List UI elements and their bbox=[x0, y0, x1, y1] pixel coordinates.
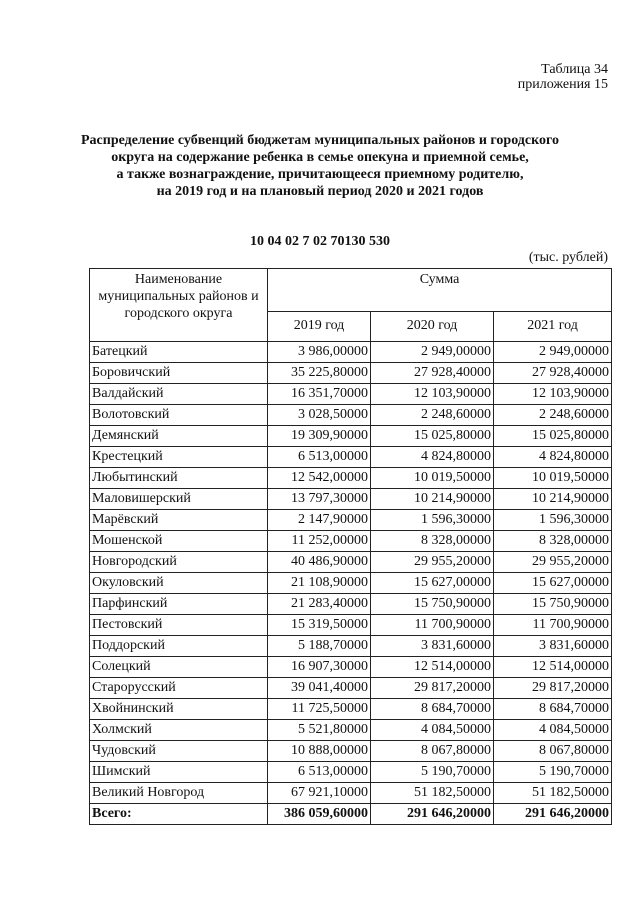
amount-2021: 12 103,90000 bbox=[494, 384, 612, 405]
appendix-label: приложения 15 bbox=[517, 77, 608, 92]
amount-2021: 8 684,70000 bbox=[494, 699, 612, 720]
district-name: Крестецкий bbox=[90, 447, 268, 468]
table-reference bbox=[518, 62, 608, 92]
amount-2020: 4 084,50000 bbox=[371, 720, 494, 741]
amount-2020: 15 750,90000 bbox=[371, 594, 494, 615]
district-name: Мошенской bbox=[90, 531, 268, 552]
amount-2020: 1 596,30000 bbox=[371, 510, 494, 531]
district-name: Марёвский bbox=[90, 510, 268, 531]
district-name: Боровичский bbox=[90, 363, 268, 384]
total-2021: 291 646,20000 bbox=[494, 804, 612, 825]
amount-2019: 40 486,90000 bbox=[268, 552, 371, 573]
amount-2021: 11 700,90000 bbox=[494, 615, 612, 636]
amount-2019: 39 041,40000 bbox=[268, 678, 371, 699]
table-row bbox=[90, 678, 612, 699]
amount-2020: 12 103,90000 bbox=[371, 384, 494, 405]
amount-2020: 8 328,00000 bbox=[371, 531, 494, 552]
subsidy-table bbox=[89, 268, 612, 825]
district-name: Демянский bbox=[90, 426, 268, 447]
amount-2020: 8 684,70000 bbox=[371, 699, 494, 720]
amount-2021: 27 928,40000 bbox=[494, 363, 612, 384]
amount-2019: 16 351,70000 bbox=[268, 384, 371, 405]
table-row bbox=[90, 699, 612, 720]
amount-2019: 3 986,00000 bbox=[268, 342, 371, 363]
amount-2021: 15 025,80000 bbox=[494, 426, 612, 447]
amount-2020: 12 514,00000 bbox=[371, 657, 494, 678]
district-name: Валдайский bbox=[90, 384, 268, 405]
district-name: Великий Новгород bbox=[90, 783, 268, 804]
table-row bbox=[90, 363, 612, 384]
amount-2020: 4 824,80000 bbox=[371, 447, 494, 468]
amount-2020: 3 831,60000 bbox=[371, 636, 494, 657]
amount-2019: 11 252,00000 bbox=[268, 531, 371, 552]
district-name: Маловишерский bbox=[90, 489, 268, 510]
district-name: Окуловский bbox=[90, 573, 268, 594]
amount-2021: 4 084,50000 bbox=[494, 720, 612, 741]
title-line-4: на 2019 год и на плановый период 2020 и 2021 годов bbox=[156, 184, 484, 199]
table-row bbox=[90, 447, 612, 468]
table-header-row bbox=[90, 269, 612, 312]
amount-2021: 4 824,80000 bbox=[494, 447, 612, 468]
amount-2021: 2 248,60000 bbox=[494, 405, 612, 426]
amount-2021: 29 817,20000 bbox=[494, 678, 612, 699]
table-row bbox=[90, 510, 612, 531]
amount-2019: 12 542,00000 bbox=[268, 468, 371, 489]
district-name: Волотовский bbox=[90, 405, 268, 426]
district-name: Чудовский bbox=[90, 741, 268, 762]
total-2020: 291 646,20000 bbox=[371, 804, 494, 825]
total-2019: 386 059,60000 bbox=[268, 804, 371, 825]
district-name: Любытинский bbox=[90, 468, 268, 489]
units-label: (тыс. рублей) bbox=[528, 250, 608, 265]
amount-2020: 10 019,50000 bbox=[371, 468, 494, 489]
amount-2021: 5 190,70000 bbox=[494, 762, 612, 783]
amount-2021: 10 019,50000 bbox=[494, 468, 612, 489]
amount-2020: 2 949,00000 bbox=[371, 342, 494, 363]
table-row bbox=[90, 783, 612, 804]
table-row bbox=[90, 405, 612, 426]
amount-2019: 21 108,90000 bbox=[268, 573, 371, 594]
table-row bbox=[90, 342, 612, 363]
table-label: Таблица 34 bbox=[541, 62, 608, 77]
amount-2019: 16 907,30000 bbox=[268, 657, 371, 678]
amount-2021: 2 949,00000 bbox=[494, 342, 612, 363]
district-name: Поддорский bbox=[90, 636, 268, 657]
amount-2019: 2 147,90000 bbox=[268, 510, 371, 531]
amount-2021: 1 596,30000 bbox=[494, 510, 612, 531]
amount-2020: 15 025,80000 bbox=[371, 426, 494, 447]
amount-2020: 11 700,90000 bbox=[371, 615, 494, 636]
table-row bbox=[90, 384, 612, 405]
column-header-2019: 2019 год bbox=[268, 311, 371, 341]
column-header-name: Наименование муниципальных районов и городского округа bbox=[90, 269, 268, 342]
document-title bbox=[60, 132, 580, 200]
amount-2020: 29 817,20000 bbox=[371, 678, 494, 699]
amount-2021: 15 627,00000 bbox=[494, 573, 612, 594]
table-row bbox=[90, 489, 612, 510]
amount-2019: 35 225,80000 bbox=[268, 363, 371, 384]
table-total-row bbox=[90, 804, 612, 825]
amount-2020: 8 067,80000 bbox=[371, 741, 494, 762]
budget-code: 10 04 02 7 02 70130 530 bbox=[250, 234, 390, 249]
amount-2021: 12 514,00000 bbox=[494, 657, 612, 678]
table-row bbox=[90, 426, 612, 447]
table-row bbox=[90, 552, 612, 573]
table-row bbox=[90, 720, 612, 741]
amount-2021: 29 955,20000 bbox=[494, 552, 612, 573]
amount-2020: 51 182,50000 bbox=[371, 783, 494, 804]
amount-2021: 51 182,50000 bbox=[494, 783, 612, 804]
table-row bbox=[90, 594, 612, 615]
amount-2021: 8 067,80000 bbox=[494, 741, 612, 762]
district-name: Холмский bbox=[90, 720, 268, 741]
amount-2019: 19 309,90000 bbox=[268, 426, 371, 447]
district-name: Пестовский bbox=[90, 615, 268, 636]
amount-2019: 5 521,80000 bbox=[268, 720, 371, 741]
district-name: Новгородский bbox=[90, 552, 268, 573]
amount-2020: 27 928,40000 bbox=[371, 363, 494, 384]
table-body bbox=[90, 342, 612, 825]
amount-2020: 15 627,00000 bbox=[371, 573, 494, 594]
amount-2021: 3 831,60000 bbox=[494, 636, 612, 657]
amount-2019: 11 725,50000 bbox=[268, 699, 371, 720]
amount-2020: 2 248,60000 bbox=[371, 405, 494, 426]
table-row bbox=[90, 615, 612, 636]
amount-2020: 29 955,20000 bbox=[371, 552, 494, 573]
amount-2021: 10 214,90000 bbox=[494, 489, 612, 510]
amount-2021: 8 328,00000 bbox=[494, 531, 612, 552]
table-row bbox=[90, 531, 612, 552]
amount-2019: 3 028,50000 bbox=[268, 405, 371, 426]
title-line-3: а также вознаграждение, причитающееся приемному родителю, bbox=[116, 167, 524, 182]
amount-2019: 13 797,30000 bbox=[268, 489, 371, 510]
district-name: Хвойнинский bbox=[90, 699, 268, 720]
district-name: Солецкий bbox=[90, 657, 268, 678]
total-label: Всего: bbox=[90, 804, 268, 825]
title-line-1: Распределение субвенций бюджетам муниципальных районов и городского bbox=[80, 133, 559, 148]
table-row bbox=[90, 741, 612, 762]
table-row bbox=[90, 573, 612, 594]
amount-2019: 6 513,00000 bbox=[268, 762, 371, 783]
amount-2020: 5 190,70000 bbox=[371, 762, 494, 783]
amount-2019: 6 513,00000 bbox=[268, 447, 371, 468]
district-name: Парфинский bbox=[90, 594, 268, 615]
amount-2019: 15 319,50000 bbox=[268, 615, 371, 636]
amount-2021: 15 750,90000 bbox=[494, 594, 612, 615]
district-name: Шимский bbox=[90, 762, 268, 783]
table-row bbox=[90, 468, 612, 489]
title-line-2: округа на содержание ребенка в семье опекуна и приемной семье, bbox=[111, 150, 529, 165]
amount-2019: 5 188,70000 bbox=[268, 636, 371, 657]
district-name: Батецкий bbox=[90, 342, 268, 363]
district-name: Старорусский bbox=[90, 678, 268, 699]
amount-2019: 67 921,10000 bbox=[268, 783, 371, 804]
column-header-2020: 2020 год bbox=[371, 311, 494, 341]
amount-2019: 10 888,00000 bbox=[268, 741, 371, 762]
amount-2020: 10 214,90000 bbox=[371, 489, 494, 510]
column-header-2021: 2021 год bbox=[494, 311, 612, 341]
amount-2019: 21 283,40000 bbox=[268, 594, 371, 615]
table-row bbox=[90, 762, 612, 783]
table-row bbox=[90, 636, 612, 657]
table-row bbox=[90, 657, 612, 678]
column-header-sum: Сумма bbox=[268, 269, 612, 312]
